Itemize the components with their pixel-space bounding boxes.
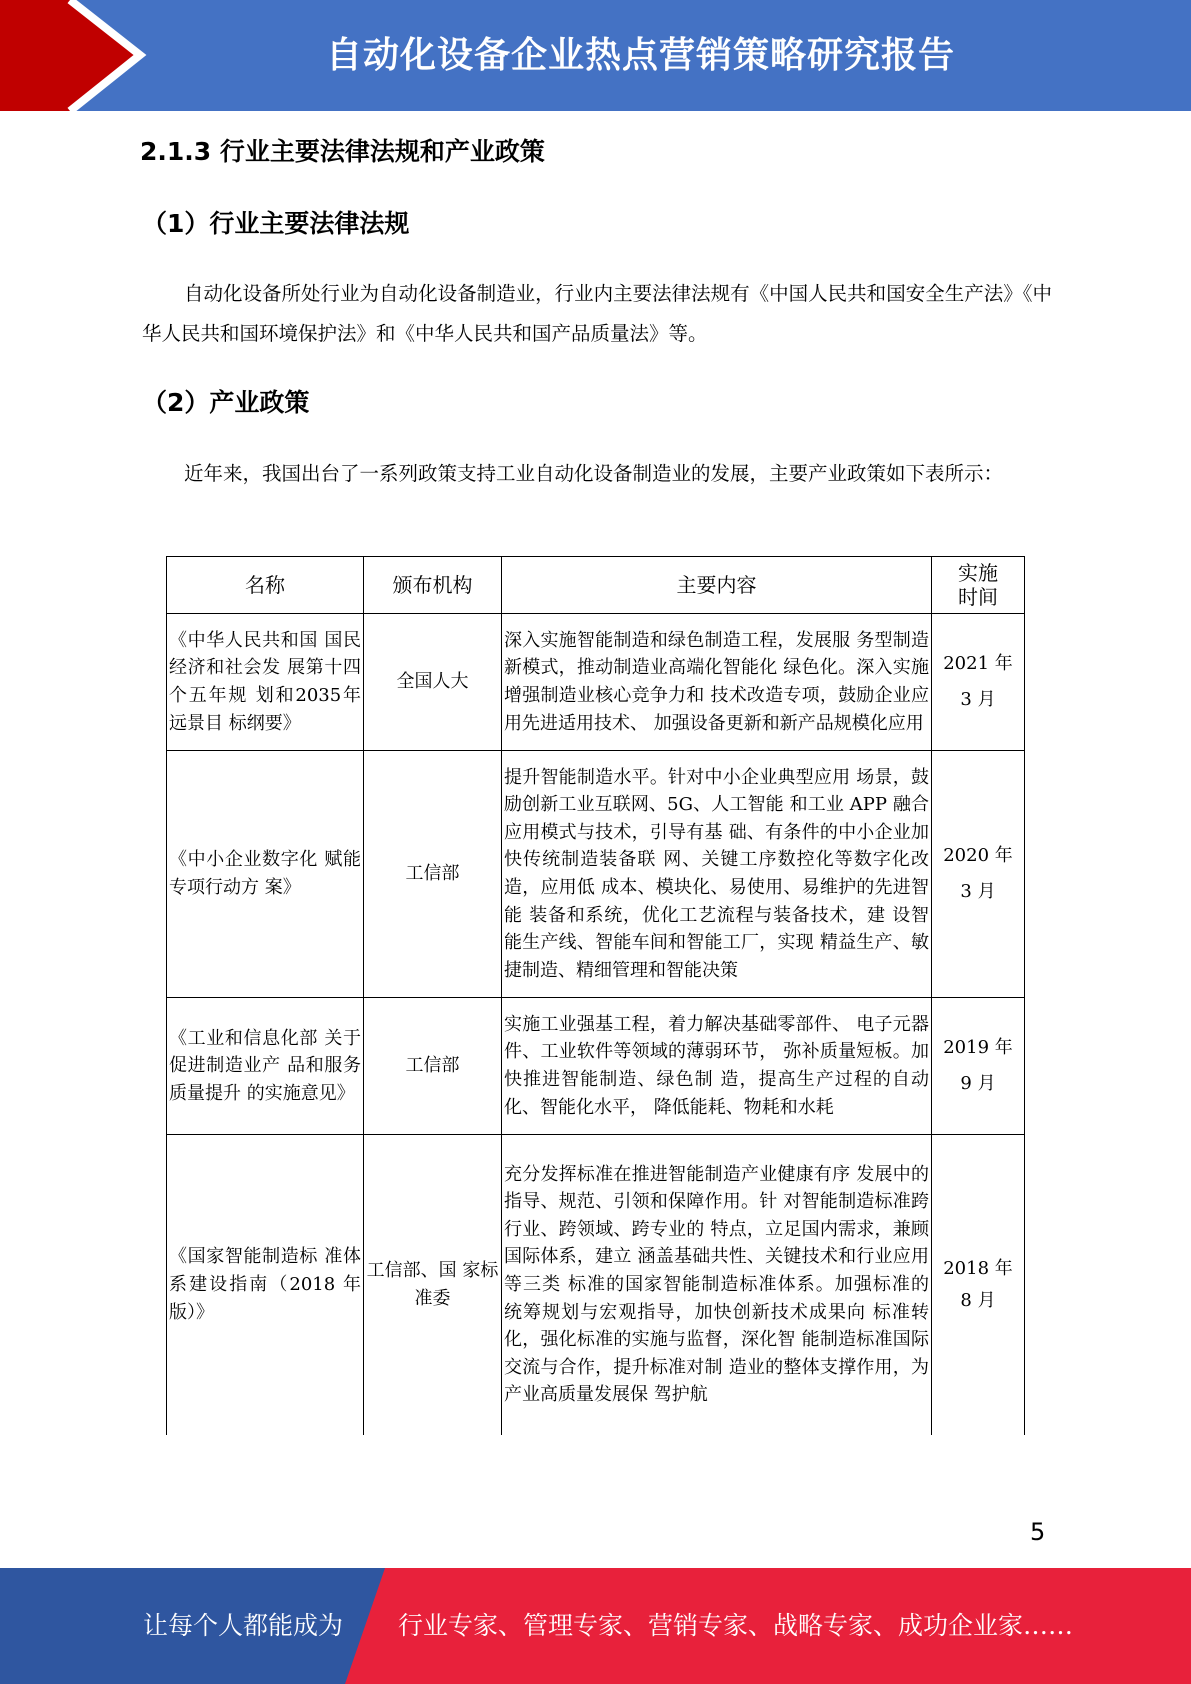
footer-slogan-left: 让每个人都能成为 xyxy=(143,1611,344,1640)
policy-org-cell: 工信部、国 家标准委 xyxy=(364,1135,502,1435)
page-header xyxy=(0,0,1191,111)
column-header-content: 主要内容 xyxy=(502,557,932,614)
policy-org-cell: 工信部 xyxy=(364,998,502,1135)
table-row xyxy=(167,614,1025,751)
subsection-laws-heading: （1）行业主要法律法规 xyxy=(142,209,410,238)
policy-name-cell: 《国家智能制造标 准体系建设指南（2018 年版）》 xyxy=(167,1135,364,1435)
page-footer xyxy=(0,1568,1191,1684)
policy-name-cell: 《中小企业数字化 赋能专项行动方 案》 xyxy=(167,751,364,998)
policy-org-cell: 工信部 xyxy=(364,751,502,998)
policy-date-cell: 2021 年 3 月 xyxy=(932,614,1025,751)
laws-paragraph: 自动化设备所处行业为自动化设备制造业，行业内主要法律法规有《中国人民共和国安全生产法》《中华人民共和国环境保护法》和《中华人民共和国产品质量法》等。 xyxy=(142,282,1052,345)
policy-date-cell: 2019 年 9 月 xyxy=(932,998,1025,1135)
table-row xyxy=(167,1135,1025,1435)
subsection-policy-heading: （2）产业政策 xyxy=(142,388,310,417)
policy-org-cell: 全国人大 xyxy=(364,614,502,751)
policy-date-cell: 2018 年 8 月 xyxy=(932,1135,1025,1435)
table-row xyxy=(167,998,1025,1135)
table-row xyxy=(167,751,1025,998)
column-header-name: 名称 xyxy=(167,557,364,614)
report-title: 自动化设备企业热点营销策略研究报告 xyxy=(325,35,955,76)
policy-content-cell: 深入实施智能制造和绿色制造工程，发展服 务型制造新模式，推动制造业高端化智能化 绿色化。深入实施增强制造业核心竞争力和 技术改造专项，鼓励企业应用先进适用技术、 加强设备更新和新产品规模化应用 xyxy=(502,614,932,751)
column-header-org: 颁布机构 xyxy=(364,557,502,614)
policy-name-cell: 《中华人民共和国 国民经济和社会发 展第十四个五年规 划和2035年远景目 标纲要》 xyxy=(167,614,364,751)
policy-table xyxy=(166,556,1025,1435)
policy-content-cell: 实施工业强基工程，着力解决基础零部件、 电子元器件、工业软件等领域的薄弱环节， 弥补质量短板。加快推进智能制造、绿色制 造，提高生产过程的自动化、智能化水平， 降低能耗、物耗和水耗 xyxy=(502,998,932,1135)
policy-content-cell: 提升智能制造水平。针对中小企业典型应用 场景，鼓励创新工业互联网、5G、人工智能 和工业 APP 融合应用模式与技术，引导有基 础、有条件的中小企业加快传统制造装备联 网、关键工序数控化等数字化改造，应用低 成本、模块化、易使用、易维护的先进智能 装备和系统，优化工艺流程与装备技术，建 设智能生产线、智能车间和智能工厂，实现 精益生产、敏捷制造、精细管理和智能决策 xyxy=(502,751,932,998)
policy-intro-paragraph: 近年来，我国出台了一系列政策支持工业自动化设备制造业的发展，主要产业政策如下表所示： xyxy=(184,462,1004,485)
column-header-date: 实施 时间 xyxy=(932,557,1025,614)
policy-date-cell: 2020 年 3 月 xyxy=(932,751,1025,998)
section-heading: 2.1.3 行业主要法律法规和产业政策 xyxy=(140,137,545,166)
footer-slogan-right: 行业专家、管理专家、营销专家、战略专家、成功企业家…… xyxy=(398,1611,1074,1640)
policy-name-cell: 《工业和信息化部 关于促进制造业产 品和服务质量提升 的实施意见》 xyxy=(167,998,364,1135)
policy-content-cell: 充分发挥标准在推进智能制造产业健康有序 发展中的指导、规范、引领和保障作用。针 对智能制造标准跨行业、跨领域、跨专业的 特点，立足国内需求，兼顾国际体系，建立 涵盖基础共性、关键技术和行业应用等三类 标准的国家智能制造标准体系。加强标准的 统筹规划与宏观指导，加快创新技术成果向 标准转化，强化标准的实施与监督，深化智 能制造标准国际交流与合作，提升标准对制 造业的整体支撑作用，为产业高质量发展保 驾护航 xyxy=(502,1135,932,1435)
page-number: 5 xyxy=(1030,1518,1046,1546)
table-header-row xyxy=(167,557,1025,614)
